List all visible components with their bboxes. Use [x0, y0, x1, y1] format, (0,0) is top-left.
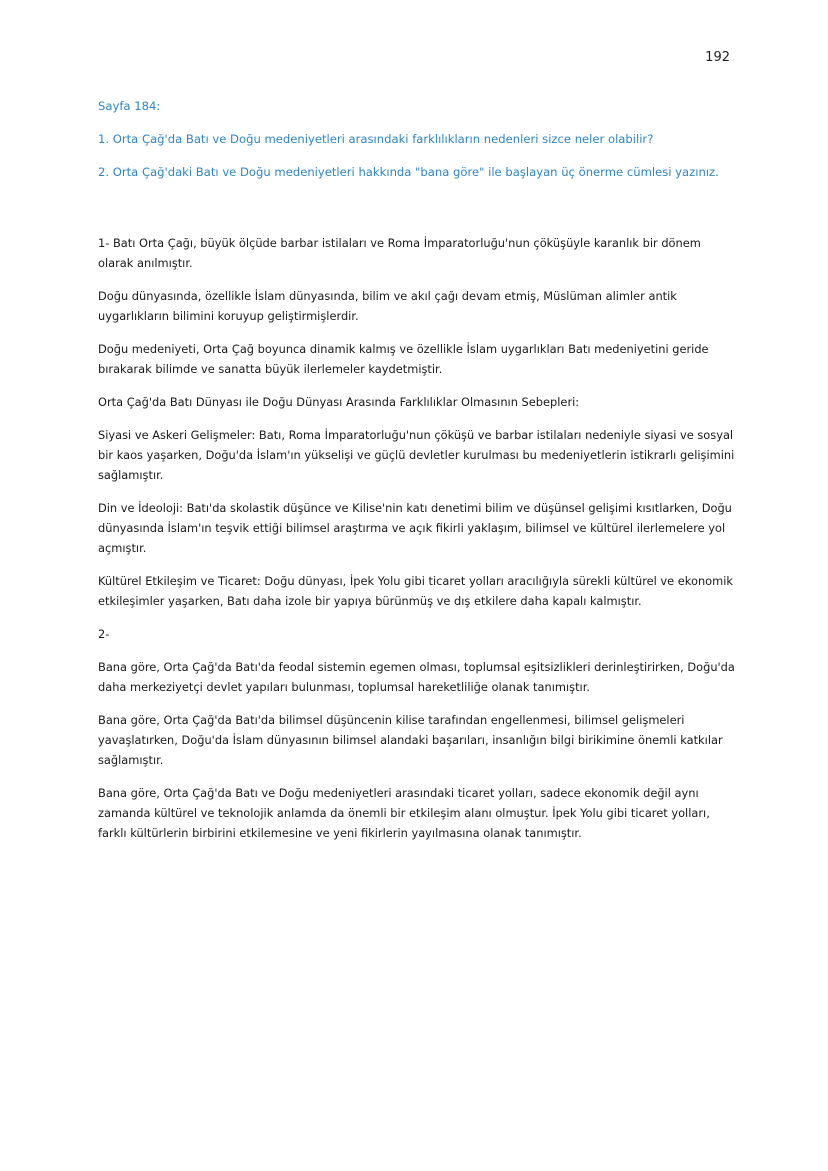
question-1: 1. Orta Çağ'da Batı ve Doğu medeniyetleri arasındaki farklılıkların nedenleri sizce neler olabilir?: [98, 132, 654, 146]
answer-paragraph: Doğu dünyasında, özellikle İslam dünyasında, bilim ve akıl çağı devam etmiş, Müslüman alimler antik uygarlıkların bilimini koruyup geliştirmişlerdir.: [98, 289, 677, 323]
answer-paragraph: Siyasi ve Askeri Gelişmeler: Batı, Roma İmparatorluğu'nun çöküşü ve barbar istilaları nedeniyle siyasi ve sosyal bir kaos yaşarken, Doğu'da İslam'ın yükselişi ve güçlü devletler kurulması bu medeniyetlerin istikrarlı gelişimini sağlamıştır.: [98, 428, 735, 482]
answer-paragraph: Din ve İdeoloji: Batı'da skolastik düşünce ve Kilise'nin katı denetimi bilim ve düşünsel gelişimi kısıtlarken, Doğu dünyasında İslam'ın teşvik ettiği bilimsel araştırma ve açık fikirli yaklaşım, bilimsel ve kültürel ilerlemelere yol açmıştır.: [98, 501, 732, 555]
answer-paragraph: Bana göre, Orta Çağ'da Batı ve Doğu medeniyetleri arasındaki ticaret yolları, sadece ekonomik değil aynı zamanda kültürel ve teknolojik anlamda da önemli bir etkileşim alanı olmuştur. İpek Yolu gibi ticaret yolları, farklı kültürlerin birbirini etkilemesine ve yeni fikirlerin yayılmasına olanak tanımıştır.: [98, 786, 710, 840]
section-heading: Orta Çağ'da Batı Dünyası ile Doğu Dünyası Arasında Farklılıklar Olmasının Sebepleri:: [98, 395, 580, 409]
answer-2-marker: 2-: [98, 627, 110, 641]
answer-paragraph: Doğu medeniyeti, Orta Çağ boyunca dinamik kalmış ve özellikle İslam uygarlıkları Batı medeniyetini geride bırakarak bilimde ve sanatta büyük ilerlemeler kaydetmiştir.: [98, 342, 709, 376]
answer-paragraph: Bana göre, Orta Çağ'da Batı'da feodal sistemin egemen olması, toplumsal eşitsizlikleri derinleştirirken, Doğu'da daha merkeziyetçi devlet yapıları bulunması, toplumsal hareketliliğe olanak tanımıştır.: [98, 660, 735, 694]
answer-paragraph: Kültürel Etkileşim ve Ticaret: Doğu dünyası, İpek Yolu gibi ticaret yolları aracılığıyla sürekli kültürel ve ekonomik etkileşimler yaşarken, Batı daha izole bir yapıya bürünmüş ve dış etkilere daha kapalı kalmıştır.: [98, 574, 733, 608]
page-reference: Sayfa 184:: [98, 99, 161, 113]
answer-paragraph: 1- Batı Orta Çağı, büyük ölçüde barbar istilaları ve Roma İmparatorluğu'nun çöküşüyle karanlık bir dönem olarak anılmıştır.: [98, 236, 701, 270]
question-header: [98, 98, 738, 197]
question-2: 2. Orta Çağ'daki Batı ve Doğu medeniyetleri hakkında "bana göre" ile başlayan üç önerme cümlesi yazınız.: [98, 165, 719, 179]
answer-body: [98, 233, 738, 856]
page-number: 192: [705, 50, 730, 65]
answer-paragraph: Bana göre, Orta Çağ'da Batı'da bilimsel düşüncenin kilise tarafından engellenmesi, bilimsel gelişmeleri yavaşlatırken, Doğu'da İslam dünyasının bilimsel alandaki başarıları, insanlığın bilgi birikimine önemli katkılar sağlamıştır.: [98, 713, 723, 767]
